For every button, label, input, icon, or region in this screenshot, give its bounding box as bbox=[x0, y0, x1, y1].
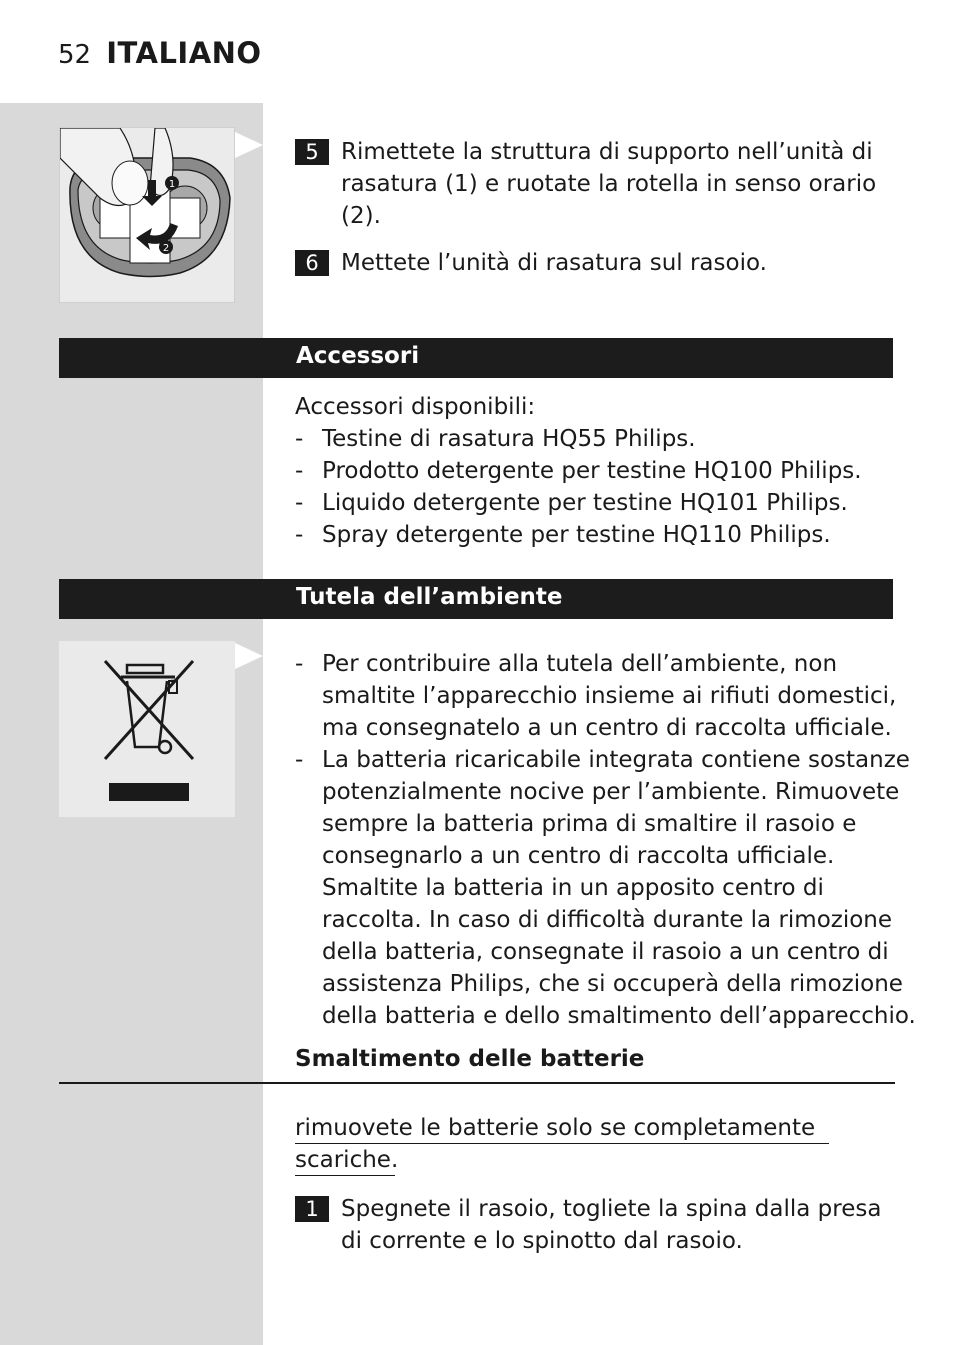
line: assistenza Philips, che si occuperà della rimozione bbox=[322, 971, 903, 997]
accessori-list bbox=[295, 391, 862, 551]
step-5-line-2: rasatura (1) e ruotate la rotella in senso orario bbox=[341, 171, 877, 197]
section-title: Tutela dell’ambiente bbox=[296, 584, 563, 610]
note-line-1: rimuovete le batterie solo se completamente bbox=[295, 1112, 829, 1144]
shaving-unit-illustration bbox=[59, 127, 235, 303]
step-5-line-1: Rimettete la struttura di supporto nell’unità di bbox=[341, 139, 873, 165]
list-item bbox=[295, 423, 862, 455]
list-item bbox=[295, 487, 862, 519]
step-5-line-3: (2). bbox=[341, 203, 381, 229]
section-bar-ambiente bbox=[59, 579, 893, 619]
list-item bbox=[295, 648, 895, 744]
step-text bbox=[341, 247, 767, 279]
line: della batteria, consegnate il rasoio a un centro di bbox=[322, 939, 889, 965]
callout-1: 1 bbox=[168, 179, 176, 190]
dash: - bbox=[295, 426, 304, 452]
line: raccolta. In caso di difficoltà durante la rimozione bbox=[322, 907, 893, 933]
accessori-intro: Accessori disponibili: bbox=[295, 394, 536, 420]
step-text bbox=[341, 1193, 881, 1257]
list-item bbox=[295, 455, 862, 487]
line: La batteria ricaricabile integrata contiene sostanze bbox=[322, 747, 910, 773]
step-number: 1 bbox=[295, 1196, 329, 1222]
line: consegnarlo a un centro di raccolta ufficiale. bbox=[322, 843, 835, 869]
line: della batteria e dello smaltimento dell’apparecchio. bbox=[322, 1003, 916, 1029]
section-bar-accessori bbox=[59, 338, 893, 378]
callout-2: 2 bbox=[162, 243, 170, 254]
list-item-text: Liquido detergente per testine HQ101 Philips. bbox=[322, 490, 848, 516]
figure-pointer bbox=[235, 132, 263, 158]
shaving-unit-drawing bbox=[60, 128, 234, 302]
dash: - bbox=[295, 651, 304, 677]
step-1-line-2: di corrente e lo spinotto dal rasoio. bbox=[341, 1228, 743, 1254]
ambiente-list bbox=[295, 648, 916, 1032]
crossed-bin-drawing bbox=[59, 641, 235, 817]
dash: - bbox=[295, 522, 304, 548]
list-item bbox=[295, 744, 916, 1032]
step-1-line-1: Spegnete il rasoio, togliete la spina dalla presa bbox=[341, 1196, 882, 1222]
subsection-rule bbox=[59, 1082, 895, 1084]
line: Per contribuire alla tutela dell’ambiente, non bbox=[322, 651, 838, 677]
step-6-line-1: Mettete l’unità di rasatura sul rasoio. bbox=[341, 250, 767, 276]
line: smaltite l’apparecchio insieme ai rifiuti domestici, bbox=[322, 683, 897, 709]
page-number: 52 bbox=[58, 40, 92, 70]
subsection-title: Smaltimento delle batterie bbox=[295, 1046, 645, 1072]
dash: - bbox=[295, 458, 304, 484]
list-item bbox=[295, 519, 862, 551]
page-header bbox=[58, 36, 262, 70]
weee-bin-icon bbox=[59, 641, 235, 817]
list-item-text: Testine di rasatura HQ55 Philips. bbox=[322, 426, 696, 452]
line: Smaltite la batteria in un apposito centro di bbox=[322, 875, 824, 901]
dash: - bbox=[295, 747, 304, 773]
line: ma consegnatelo a un centro di raccolta ufficiale. bbox=[322, 715, 892, 741]
section-title: Accessori bbox=[296, 343, 420, 369]
dash: - bbox=[295, 490, 304, 516]
step-number: 5 bbox=[295, 139, 329, 165]
note-line-2: scariche. bbox=[295, 1144, 395, 1176]
battery-note bbox=[295, 1112, 829, 1176]
figure-pointer bbox=[235, 643, 263, 669]
list-item-text: Spray detergente per testine HQ110 Philips. bbox=[322, 522, 831, 548]
step-text bbox=[341, 136, 876, 232]
line: sempre la batteria prima di smaltire il rasoio e bbox=[322, 811, 857, 837]
line: potenzialmente nocive per l’ambiente. Rimuovete bbox=[322, 779, 900, 805]
list-item-text: Prodotto detergente per testine HQ100 Philips. bbox=[322, 458, 862, 484]
step-number: 6 bbox=[295, 250, 329, 276]
language-title: ITALIANO bbox=[106, 36, 262, 70]
